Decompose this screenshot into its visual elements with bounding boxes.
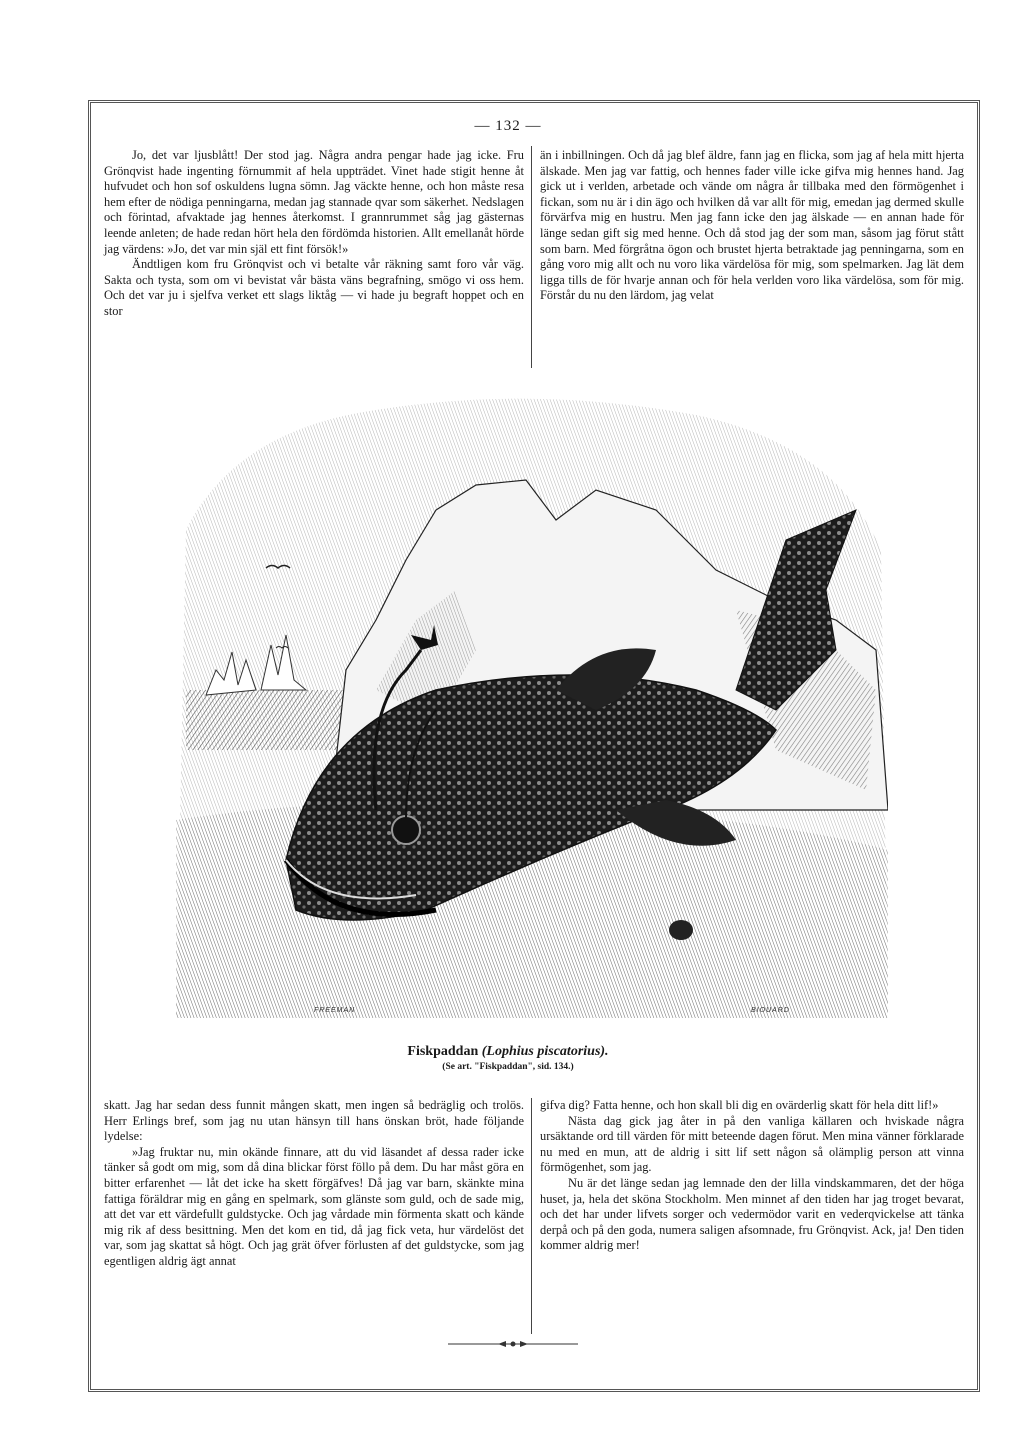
page-number: — 132 — <box>474 118 542 134</box>
paragraph: Jo, det var ljusblått! Der stod jag. Några andra pengar hade jag icke. Fru Grönqvist hade ingenting förnummit af hela uppträdet. Vinet hade stigit henne åt hufvudet och hon sof oskuldens lugna sömn. Jag väckte henne, och hon måste resa hem efter de nödiga penningarna, medan jag stannade qvar som säkerhet. Nedslagen och förintad, afvaktade jag hennes återkomst. I grannrummet såg jag gästernas leende anleten; de hade redan hört hela den fördömda historien. Allt emellanåt hörde jag värdens: »Jo, det var min själ ett fint försök!» <box>104 148 524 256</box>
illustration-caption <box>0 1044 1016 1060</box>
end-ornament-icon <box>448 1340 578 1348</box>
paragraph: gifva dig? Fatta henne, och hon skall bli dig en ovärderlig skatt för hela ditt lif!» <box>540 1098 939 1112</box>
caption-title: Fiskpaddan <box>407 1044 479 1059</box>
paragraph: än i inbillningen. Och då jag blef äldre, fann jag en flicka, som jag af hela mitt hjerta älskade. Men jag var fattig, och hennes fader ville icke gifva mig hennes hand. Jag gick ut i verlden, arbetade och vände om några år tillbaka med den förmögenhet i fickan, som nu är i din ägo och hvilken då var allt för mig, emedan jag dermed skulle förvärfva mig en hustru. Men jag fann icke den jag älskade — en annan hade för länge sedan gift sig med henne. Och då stod jag der som man, såsom jag förut stått som barn. Med förgråtna ögon och brustet hjerta betraktade jag penningarna, som en gång voro mig allt och nu voro lika värdelösa för mig, som spelmarken. Jag lät dem ligga tills de för hvarje annan och för hela verlden voro lika värdelösa, som för mig. Förstår du nu den lärdom, jag velat <box>540 148 964 303</box>
column-divider <box>531 1098 532 1334</box>
anglerfish-engraving <box>176 390 888 1018</box>
paragraph: Nästa dag gick jag åter in på den vanliga källaren och hviskade några ursäktande ord till värden för mitt beteende dagen förut. Men mina vänner förklarade nu med en mun, att de aldrig i sitt lif sett någon så olämplig person att vinna förmögenhet, som jag. <box>540 1113 964 1175</box>
text-column-top-right <box>540 148 964 304</box>
engraver-signature-left: FREEMAN <box>314 1007 356 1014</box>
column-divider <box>531 146 532 368</box>
paragraph: skatt. Jag har sedan dess funnit mången skatt, men ingen så bedräglig och trolös. Herr Erlings bref, som jag nu utan hänsyn till hans önskan bröt, hade följande lydelse: <box>104 1098 524 1144</box>
paragraph: Ändtligen kom fru Grönqvist och vi betalte vår räkning samt foro vår väg. Sakta och tysta, som om vi bevistat vår bästa väns begrafning, smögo vi oss hem. Och det var ju i sjelfva verket ett slags liktåg — vi hade ju begraft hoppet och en stor <box>104 257 524 318</box>
paragraph: Nu är det länge sedan jag lemnade den der lilla vindskammaren, det der höga huset, ja, hela det sköna Stockholm. Men minnet af den tiden har jag troget bevarat, och det har under lifvets sorger och vedermödor varit en vederqvickelse att tänka derpå och på den goda, numera saligen afsomnade, fru Grönqvist. Ack, ja! Den tiden kommer aldrig mer! <box>540 1175 964 1253</box>
text-column-top-left <box>104 148 524 320</box>
caption-latin-name: (Lophius piscatorius). <box>481 1044 609 1059</box>
text-column-bottom-right <box>540 1098 964 1254</box>
text-column-bottom-left <box>104 1098 524 1270</box>
engraver-signature-right: BIOUARD <box>751 1007 790 1014</box>
paragraph: »Jag fruktar nu, min okände finnare, att du vid läsandet af dessa rader icke tänker så godt om mig, som då dina blickar först föllo på dem. Du har måst göra en bitter erfarenhet — låt det icke ha skett förgäfves! Då jag var barn, skänkte mina fattiga föräldrar mig en gång en spelmark, som glänste som guld, och de sade mig, att det var ett värdefullt guldstycke. Och jag vårdade min förmenta skatt och kände mig rik af dess besittning. Men det kom en tid, då jag fick veta, hur värdelöst det var, som jag skattat så högt. Och jag grät öfver förlusten af det guldstycke, som jag egentligen aldrig ägt annat <box>104 1144 524 1268</box>
caption-reference: (Se art. "Fiskpaddan", sid. 134.) <box>442 1062 574 1072</box>
